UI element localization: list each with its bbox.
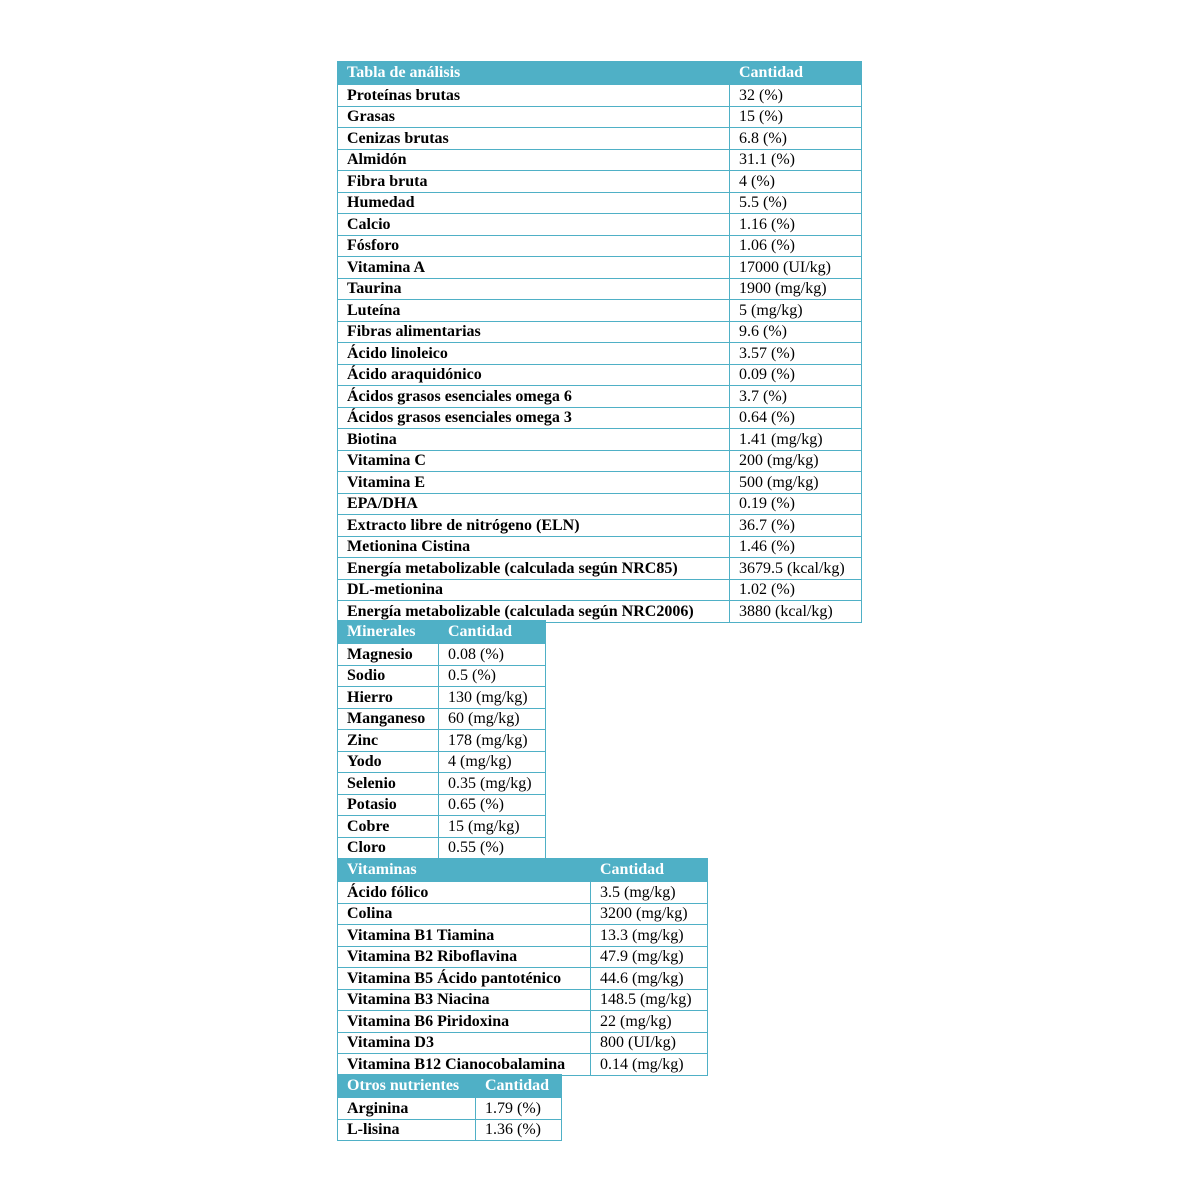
- nutrient-amount: 3880 (kcal/kg): [730, 601, 862, 623]
- analysis-table: [337, 61, 862, 623]
- table-row: [338, 558, 862, 580]
- nutrient-amount: 0.55 (%): [439, 837, 546, 859]
- nutrient-name: Vitamina A: [338, 257, 730, 279]
- nutrient-amount: 1.41 (mg/kg): [730, 429, 862, 451]
- nutrient-amount: 178 (mg/kg): [439, 730, 546, 752]
- nutrient-name: Vitamina C: [338, 450, 730, 472]
- table-row: [338, 386, 862, 408]
- nutrient-amount: 3.7 (%): [730, 386, 862, 408]
- table-row: [338, 903, 708, 925]
- table-row: [338, 730, 546, 752]
- nutrient-amount: 1.02 (%): [730, 579, 862, 601]
- header-name: Tabla de análisis: [338, 62, 730, 85]
- nutrient-amount: 200 (mg/kg): [730, 450, 862, 472]
- nutrient-amount: 1900 (mg/kg): [730, 278, 862, 300]
- nutrient-amount: 1.79 (%): [476, 1098, 562, 1120]
- table-row: [338, 665, 546, 687]
- nutrient-name: Vitamina B12 Cianocobalamina: [338, 1054, 591, 1076]
- nutrient-amount: 5 (mg/kg): [730, 300, 862, 322]
- nutrient-amount: 0.65 (%): [439, 794, 546, 816]
- table-row: [338, 450, 862, 472]
- table-row: [338, 321, 862, 343]
- table-row: [338, 407, 862, 429]
- nutrient-amount: 3.5 (mg/kg): [591, 882, 708, 904]
- nutrient-name: Energía metabolizable (calculada según NRC2006): [338, 601, 730, 623]
- minerals-table: [337, 620, 546, 859]
- nutrient-name: Vitamina B6 Piridoxina: [338, 1011, 591, 1033]
- header-name: Minerales: [338, 621, 439, 644]
- nutrient-name: Vitamina D3: [338, 1032, 591, 1054]
- table-row: [338, 429, 862, 451]
- nutrient-name: Vitamina B5 Ácido pantoténico: [338, 968, 591, 990]
- nutrient-name: Energía metabolizable (calculada según NRC85): [338, 558, 730, 580]
- nutrient-amount: 1.06 (%): [730, 235, 862, 257]
- table-row: [338, 579, 862, 601]
- nutrient-name: Grasas: [338, 106, 730, 128]
- nutrient-name: Taurina: [338, 278, 730, 300]
- table-row: [338, 946, 708, 968]
- nutrient-name: Ácido fólico: [338, 882, 591, 904]
- table-row: [338, 925, 708, 947]
- nutrient-amount: 0.19 (%): [730, 493, 862, 515]
- nutrient-amount: 47.9 (mg/kg): [591, 946, 708, 968]
- nutrient-amount: 0.5 (%): [439, 665, 546, 687]
- table-row: [338, 106, 862, 128]
- table-row: [338, 989, 708, 1011]
- nutrient-amount: 1.46 (%): [730, 536, 862, 558]
- nutrient-name: Magnesio: [338, 644, 439, 666]
- nutrient-amount: 3200 (mg/kg): [591, 903, 708, 925]
- table-row: [338, 1119, 562, 1141]
- other-nutrients-table: [337, 1074, 562, 1141]
- nutrient-name: Colina: [338, 903, 591, 925]
- nutrient-amount: 32 (%): [730, 85, 862, 107]
- table-row: [338, 687, 546, 709]
- table-row: [338, 128, 862, 150]
- nutrient-amount: 0.09 (%): [730, 364, 862, 386]
- table-row: [338, 364, 862, 386]
- nutrient-amount: 9.6 (%): [730, 321, 862, 343]
- nutrient-name: Ácidos grasos esenciales omega 6: [338, 386, 730, 408]
- nutrient-amount: 17000 (UI/kg): [730, 257, 862, 279]
- nutrient-name: Ácidos grasos esenciales omega 3: [338, 407, 730, 429]
- nutrient-name: Calcio: [338, 214, 730, 236]
- table-row: [338, 278, 862, 300]
- nutrient-name: Yodo: [338, 751, 439, 773]
- table-row: [338, 149, 862, 171]
- nutrient-name: EPA/DHA: [338, 493, 730, 515]
- table-row: [338, 257, 862, 279]
- nutrient-amount: 130 (mg/kg): [439, 687, 546, 709]
- nutrient-name: Fósforo: [338, 235, 730, 257]
- nutrient-name: Cobre: [338, 816, 439, 838]
- nutrient-name: Fibras alimentarias: [338, 321, 730, 343]
- nutrient-amount: 3.57 (%): [730, 343, 862, 365]
- nutrient-name: Almidón: [338, 149, 730, 171]
- nutrient-amount: 1.16 (%): [730, 214, 862, 236]
- table-row: [338, 794, 546, 816]
- nutrient-name: Vitamina E: [338, 472, 730, 494]
- nutrient-name: Luteína: [338, 300, 730, 322]
- table-row: [338, 472, 862, 494]
- nutrient-name: Zinc: [338, 730, 439, 752]
- nutrient-name: Ácido linoleico: [338, 343, 730, 365]
- header-name: Vitaminas: [338, 859, 591, 882]
- nutrient-amount: 4 (%): [730, 171, 862, 193]
- nutrient-amount: 500 (mg/kg): [730, 472, 862, 494]
- table-row: [338, 968, 708, 990]
- nutrient-amount: 36.7 (%): [730, 515, 862, 537]
- nutrient-name: Proteínas brutas: [338, 85, 730, 107]
- table-header-row: [338, 859, 708, 882]
- nutrient-amount: 0.08 (%): [439, 644, 546, 666]
- nutrient-name: Vitamina B1 Tiamina: [338, 925, 591, 947]
- nutrient-amount: 0.35 (mg/kg): [439, 773, 546, 795]
- nutrient-amount: 22 (mg/kg): [591, 1011, 708, 1033]
- table-row: [338, 1054, 708, 1076]
- nutrient-name: Cloro: [338, 837, 439, 859]
- header-amount: Cantidad: [591, 859, 708, 882]
- nutrient-name: Cenizas brutas: [338, 128, 730, 150]
- nutrient-amount: 148.5 (mg/kg): [591, 989, 708, 1011]
- nutrient-name: Sodio: [338, 665, 439, 687]
- table-row: [338, 708, 546, 730]
- nutrient-name: Vitamina B2 Riboflavina: [338, 946, 591, 968]
- nutrient-name: Hierro: [338, 687, 439, 709]
- nutrient-amount: 60 (mg/kg): [439, 708, 546, 730]
- nutrient-name: Extracto libre de nitrógeno (ELN): [338, 515, 730, 537]
- nutrient-name: Selenio: [338, 773, 439, 795]
- table-header-row: [338, 621, 546, 644]
- table-row: [338, 837, 546, 859]
- table-row: [338, 343, 862, 365]
- nutrient-amount: 0.64 (%): [730, 407, 862, 429]
- table-row: [338, 192, 862, 214]
- vitamins-table: [337, 858, 708, 1076]
- nutrient-amount: 1.36 (%): [476, 1119, 562, 1141]
- table-row: [338, 536, 862, 558]
- nutrient-amount: 44.6 (mg/kg): [591, 968, 708, 990]
- table-row: [338, 751, 546, 773]
- table-row: [338, 816, 546, 838]
- nutrient-name: Fibra bruta: [338, 171, 730, 193]
- nutrient-amount: 0.14 (mg/kg): [591, 1054, 708, 1076]
- table-row: [338, 515, 862, 537]
- nutrient-amount: 13.3 (mg/kg): [591, 925, 708, 947]
- nutrient-amount: 4 (mg/kg): [439, 751, 546, 773]
- nutrient-name: Metionina Cistina: [338, 536, 730, 558]
- header-amount: Cantidad: [439, 621, 546, 644]
- nutrient-amount: 15 (mg/kg): [439, 816, 546, 838]
- table-row: [338, 85, 862, 107]
- table-row: [338, 601, 862, 623]
- nutrient-amount: 3679.5 (kcal/kg): [730, 558, 862, 580]
- nutrient-amount: 15 (%): [730, 106, 862, 128]
- nutrient-name: Vitamina B3 Niacina: [338, 989, 591, 1011]
- header-amount: Cantidad: [476, 1075, 562, 1098]
- header-name: Otros nutrientes: [338, 1075, 476, 1098]
- table-row: [338, 300, 862, 322]
- header-amount: Cantidad: [730, 62, 862, 85]
- table-row: [338, 1032, 708, 1054]
- nutrient-name: Potasio: [338, 794, 439, 816]
- table-row: [338, 493, 862, 515]
- nutrient-name: Biotina: [338, 429, 730, 451]
- nutrient-name: DL-metionina: [338, 579, 730, 601]
- table-row: [338, 1098, 562, 1120]
- nutrient-amount: 800 (UI/kg): [591, 1032, 708, 1054]
- table-row: [338, 644, 546, 666]
- table-row: [338, 773, 546, 795]
- nutrient-name: Arginina: [338, 1098, 476, 1120]
- nutrient-amount: 6.8 (%): [730, 128, 862, 150]
- table-row: [338, 235, 862, 257]
- nutrient-name: Ácido araquidónico: [338, 364, 730, 386]
- nutrient-amount: 5.5 (%): [730, 192, 862, 214]
- table-row: [338, 171, 862, 193]
- table-row: [338, 1011, 708, 1033]
- table-header-row: [338, 1075, 562, 1098]
- table-header-row: [338, 62, 862, 85]
- nutrient-name: L-lisina: [338, 1119, 476, 1141]
- nutrient-name: Manganeso: [338, 708, 439, 730]
- table-row: [338, 882, 708, 904]
- nutrient-amount: 31.1 (%): [730, 149, 862, 171]
- table-row: [338, 214, 862, 236]
- nutrient-name: Humedad: [338, 192, 730, 214]
